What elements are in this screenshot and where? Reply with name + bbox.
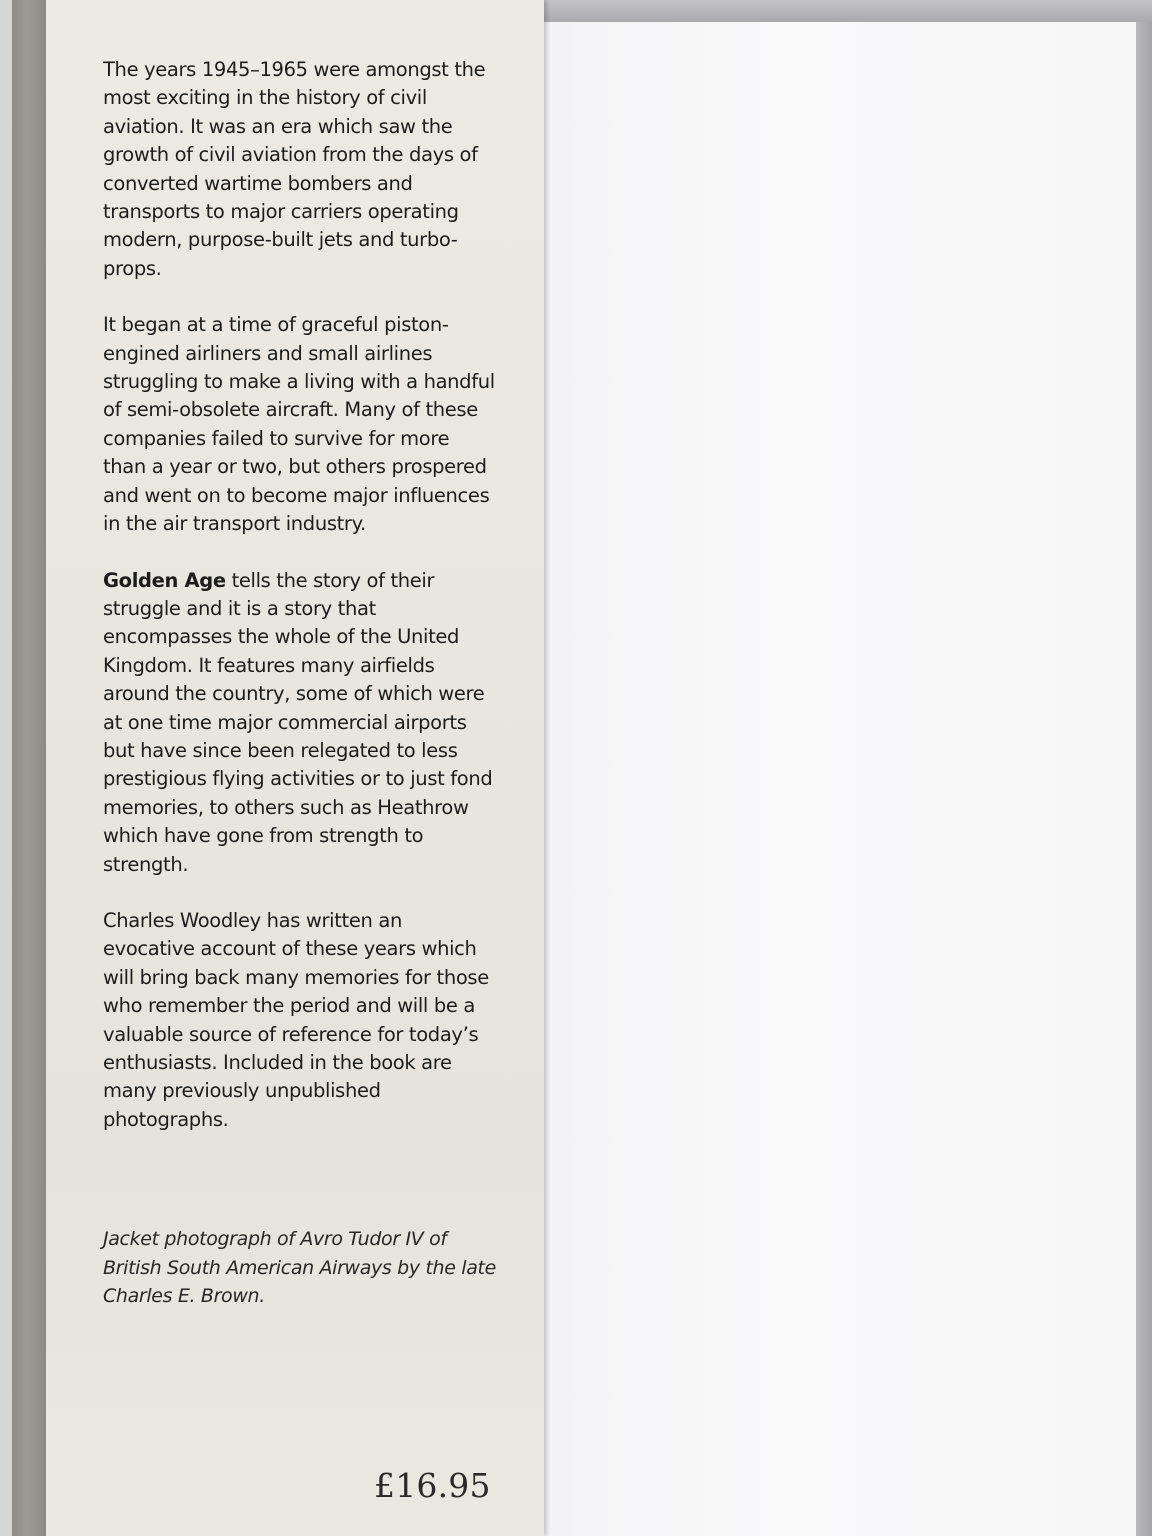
- endpaper-page: [544, 22, 1136, 1536]
- board-top-edge: [544, 0, 1152, 22]
- blurb-paragraph-author: Charles Woodley has written an evocative account of these years which will bring back many memories for those who remember the period and will be a valuable source of reference for today’s enthusiasts. Included in the book are many previously unpublished photographs.: [103, 908, 489, 1131]
- price-label: £16.95: [374, 1466, 491, 1505]
- blurb-text: [103, 56, 495, 1162]
- golden-age-text: tells the story of their struggle and it is a story that encompasses the whole of the United Kingdom. It features many airfields around the country, some of which were at one time major commercial airports but have since been relegated to less prestigious flying activities or to just fond memories, to others such as Heathrow which have gone from strength to strength.: [103, 568, 493, 876]
- blurb-paragraph-intro: The years 1945–1965 were amongst the most exciting in the history of civil aviation. It was an era which saw the growth of civil aviation from the days of converted wartime bombers and transports to major carriers operating modern, purpose-built jets and turbo-props.: [103, 58, 486, 280]
- book-title-inline: Golden Age: [103, 568, 226, 592]
- outer-edge: [0, 0, 12, 1536]
- blurb-paragraph-beginnings: It began at a time of graceful piston-engined airliners and small airlines struggling to make a living with a handful of semi-obsolete aircraft. Many of these companies failed to survive for more than a year or two, but others prospered and went on to become major influences in the air transport industry.: [103, 313, 495, 536]
- jacket-photo-caption: Jacket photograph of Avro Tudor IV of British South American Airways by the late Charles E. Brown.: [103, 1228, 496, 1307]
- blurb-paragraph-golden-age: [103, 567, 495, 879]
- jacket-flap: [46, 0, 544, 1536]
- jacket-spine-strip: [12, 0, 46, 1536]
- page-edge: [1136, 22, 1152, 1536]
